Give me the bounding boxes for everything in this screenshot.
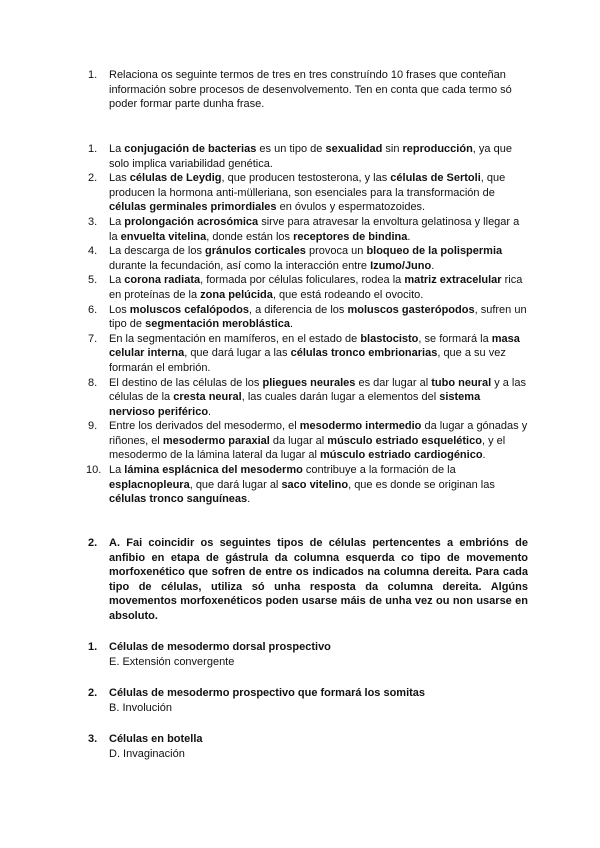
sentence-number: 6. bbox=[88, 303, 98, 316]
match-cell-type: Células en botella bbox=[109, 733, 203, 746]
match-answer: B. Involución bbox=[109, 701, 172, 714]
sentence-fragment: en óvulos y espermatozoides. bbox=[276, 201, 426, 214]
sentence-item bbox=[88, 376, 528, 420]
bold-term: conjugación de bacterias bbox=[124, 143, 257, 155]
sentence-fragment: sin bbox=[382, 143, 403, 155]
sentence-number: 4. bbox=[88, 245, 98, 258]
bold-term: saco vitelino bbox=[281, 478, 349, 491]
bold-term: células de Sertoli bbox=[390, 172, 481, 185]
sentence-fragment: . bbox=[289, 318, 294, 331]
sentence-fragment: da lugar a gónadas y riñones, el bbox=[109, 420, 528, 447]
sentence-fragment: Las bbox=[109, 172, 130, 185]
bold-term: moluscos cefalópodos bbox=[129, 303, 249, 316]
sentence-number: 5. bbox=[88, 274, 98, 287]
sentence-fragment: . bbox=[208, 405, 212, 418]
bold-term: sexualidad bbox=[325, 143, 383, 155]
bold-term: cresta neural bbox=[173, 391, 242, 404]
bold-term: bloqueo de la polispermia bbox=[366, 245, 503, 258]
sentence-text bbox=[109, 304, 527, 331]
match-cell-type: Células de mesodermo dorsal prospectivo bbox=[109, 641, 331, 653]
bold-term: mesodermo intermedio bbox=[299, 420, 422, 433]
sentence-text bbox=[109, 420, 527, 461]
sentence-text bbox=[109, 143, 512, 170]
match-answer: E. Extensión convergente bbox=[109, 655, 235, 668]
sentence-item bbox=[88, 244, 528, 273]
sentence-fragment: . bbox=[482, 449, 486, 462]
sentence-text bbox=[109, 464, 495, 505]
sentence-fragment: , a diferencia de los bbox=[249, 303, 348, 316]
match-item bbox=[88, 640, 528, 669]
sentence-text bbox=[109, 172, 505, 213]
bold-term: gránulos corticales bbox=[205, 245, 306, 258]
sentence-fragment: , donde están los bbox=[206, 230, 294, 243]
sentence-item bbox=[88, 419, 528, 463]
sentence-fragment: contribuye a la formación de la bbox=[302, 464, 456, 477]
match-number: 1. bbox=[88, 641, 98, 653]
sentence-fragment: La bbox=[109, 143, 125, 155]
sentence-item bbox=[88, 463, 528, 507]
sentence-fragment: , ya que solo implica variabilidad genética. bbox=[109, 143, 512, 170]
bold-term: células tronco sanguíneas bbox=[109, 493, 248, 506]
bold-term: músculo estriado esquelético bbox=[327, 434, 482, 447]
match-cell-type: Células de mesodermo prospectivo que formará los somitas bbox=[109, 687, 426, 700]
sentence-text bbox=[109, 245, 502, 272]
question-2 bbox=[88, 536, 528, 624]
sentence-number: 1. bbox=[88, 143, 98, 155]
sentence-fragment: Entre los derivados del mesodermo, el bbox=[109, 420, 300, 433]
question-2-text: A. Fai coincidir os seguintes tipos de células pertencentes a embrións de anfibio en etapa de gástrula da columna esquerda co tipo de movemento morfoxenético que sofren de entre os indicados na columna dereita. Para cada tipo de células, utiliza só unha resposta da columna dereita. Algúns movementos morfoxenéticos poden usarse máis de unha vez ou non usarse en absoluto. bbox=[109, 537, 528, 622]
sentence-fragment: , sufren un tipo de bbox=[109, 303, 527, 331]
match-number: 2. bbox=[88, 687, 98, 700]
sentence-fragment: , que dará lugar al bbox=[189, 478, 282, 491]
bold-term: lámina esplácnica del mesodermo bbox=[124, 464, 303, 477]
sentence-item bbox=[88, 303, 528, 332]
bold-term: células de Leydig bbox=[129, 172, 222, 185]
match-item bbox=[88, 686, 528, 715]
sentence-fragment: , que producen la hormona anti-mülleriana, son esenciales para la transformación de bbox=[109, 172, 506, 199]
bold-term: células tronco embrionarias bbox=[290, 347, 438, 360]
sentence-fragment: sirve para atravesar la envoltura gelatinosa y llegar a la bbox=[109, 215, 520, 243]
sentence-fragment: , que dará lugar a las bbox=[184, 347, 291, 360]
sentence-fragment: es dar lugar al bbox=[355, 376, 432, 389]
sentence-fragment: La bbox=[109, 215, 125, 228]
sentence-number: 7. bbox=[88, 332, 98, 345]
match-answer: D. Invaginación bbox=[109, 747, 185, 760]
bold-term: prolongación acrosómica bbox=[124, 215, 259, 228]
bold-term: masa celular interna bbox=[109, 332, 520, 360]
sentence-item bbox=[88, 171, 528, 215]
sentence-fragment: , se formará la bbox=[418, 332, 492, 345]
bold-term: tubo neural bbox=[431, 376, 492, 389]
match-item bbox=[88, 732, 528, 761]
question-2-number: 2. bbox=[88, 537, 98, 549]
sentence-item bbox=[88, 142, 528, 171]
bold-term: músculo estriado cardiogénico bbox=[319, 449, 483, 462]
bold-term: reproducción bbox=[402, 143, 473, 155]
bold-term: corona radiata bbox=[124, 274, 201, 287]
bold-term: blastocisto bbox=[360, 332, 419, 345]
sentence-fragment: La bbox=[109, 274, 125, 287]
sentence-fragment: La bbox=[109, 464, 125, 477]
sentence-fragment: La descarga de los bbox=[109, 245, 206, 258]
sentence-number: 8. bbox=[88, 376, 98, 389]
bold-term: envuelta vitelina bbox=[120, 230, 207, 243]
sentence-text bbox=[109, 216, 519, 243]
intro-text: Relaciona os seguinte termos de tres en tres construíndo 10 frases que conteñan información sobre procesos de desenvolvemento. Ten en conta que cada termo só poder formar parte dunha frase. bbox=[109, 69, 512, 111]
bold-term: células germinales primordiales bbox=[109, 201, 277, 214]
sentence-item bbox=[88, 273, 528, 302]
sentence-fragment: . bbox=[247, 493, 251, 506]
sentence-text bbox=[109, 274, 522, 301]
bold-term: receptores de bindina bbox=[293, 230, 408, 243]
sentence-item bbox=[88, 332, 528, 376]
bold-term: sistema nervioso periférico bbox=[109, 391, 481, 418]
sentence-fragment: durante la fecundación, así como la interacción entre bbox=[109, 259, 371, 272]
sentence-item bbox=[88, 215, 528, 244]
bold-term: zona pelúcida bbox=[200, 288, 273, 301]
sentence-fragment: En la segmentación en mamíferos, en el estado de bbox=[109, 332, 361, 345]
bold-term: segmentación meroblástica bbox=[145, 318, 290, 331]
sentence-fragment: , que es donde se originan las bbox=[348, 478, 495, 491]
sentence-fragment: . bbox=[431, 259, 435, 272]
sentence-fragment: , y el mesodermo de la lámina lateral da lugar al bbox=[109, 434, 506, 462]
sentence-fragment: El destino de las células de los bbox=[109, 376, 263, 389]
sentence-text bbox=[109, 333, 520, 374]
bold-term: moluscos gasterópodos bbox=[347, 303, 475, 316]
intro-instruction bbox=[88, 68, 528, 112]
sentence-fragment: Los bbox=[109, 303, 130, 316]
sentence-fragment: rica en proteínas de la bbox=[109, 274, 523, 301]
sentence-fragment: provoca un bbox=[305, 245, 367, 258]
sentence-fragment: , formada por células foliculares, rodea la bbox=[200, 274, 405, 287]
bold-term: esplacnopleura bbox=[109, 478, 190, 491]
intro-number: 1. bbox=[88, 69, 98, 81]
sentence-list bbox=[88, 142, 528, 507]
bold-term: matriz extracelular bbox=[404, 274, 502, 287]
sentence-fragment: , las cuales darán lugar a elementos del bbox=[241, 391, 440, 404]
bold-term: pliegues neurales bbox=[262, 376, 356, 389]
sentence-fragment: , que a su vez formarán el embrión. bbox=[109, 347, 506, 374]
sentence-number: 3. bbox=[88, 215, 98, 228]
sentence-fragment: , que está rodeando el ovocito. bbox=[272, 288, 424, 301]
sentence-fragment: , que producen testosterona, y las bbox=[221, 172, 391, 185]
bold-term: Izumo/Juno bbox=[370, 259, 432, 272]
sentence-number: 2. bbox=[88, 172, 98, 185]
sentence-fragment: . bbox=[407, 230, 411, 243]
sentence-fragment: es un tipo de bbox=[256, 143, 326, 155]
match-list bbox=[88, 640, 528, 762]
sentence-text bbox=[109, 377, 526, 418]
sentence-number: 10. bbox=[86, 464, 102, 477]
sentence-fragment: y a las células de la bbox=[109, 376, 526, 404]
match-number: 3. bbox=[88, 733, 98, 746]
bold-term: mesodermo paraxial bbox=[162, 434, 270, 447]
sentence-number: 9. bbox=[88, 420, 98, 433]
sentence-fragment: da lugar al bbox=[269, 434, 328, 447]
